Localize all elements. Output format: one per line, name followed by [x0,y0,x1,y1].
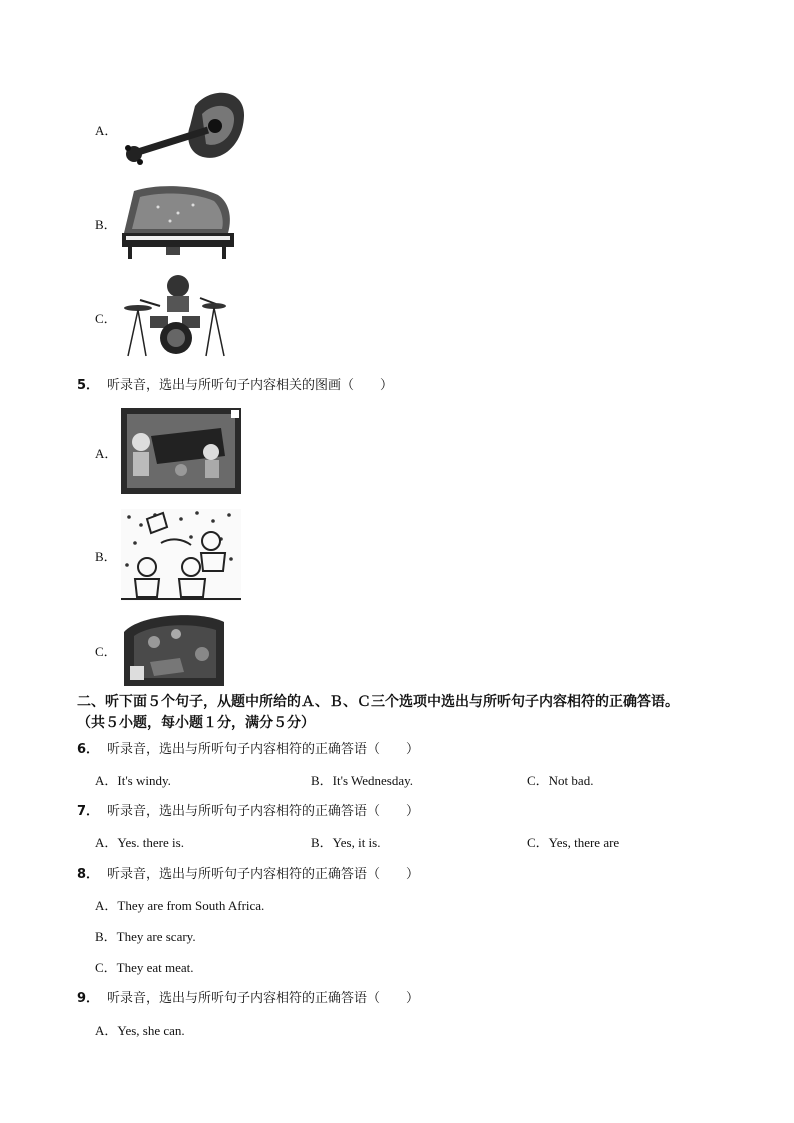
q5-option-c-label[interactable]: C． [95,644,117,659]
q7-option-c[interactable]: C．Yes, there are [527,835,620,850]
q5-prompt [77,374,393,393]
q5-number: 5． [77,378,100,393]
section-2-heading: 二、听下面５个句子，从题中所给的Ａ、Ｂ、Ｃ三个选项中选出与所听句子内容相符的正确答语。 [77,694,679,710]
q6-number: 6． [77,742,100,757]
q8-option-a[interactable]: A．They are from South Africa. [95,898,265,913]
q7-text: 听录音，选出与所听句子内容相符的正确答语（ ） [107,804,420,819]
q6-prompt [77,738,419,757]
drums-image [120,272,228,358]
q4-option-c-label[interactable]: C． [95,311,117,326]
guitar-image [120,86,250,166]
q5-option-a-label[interactable]: A． [95,446,118,461]
q8-option-c[interactable]: C．They eat meat. [95,960,194,975]
section-2-subheading: （共５小题，每小题１分，满分５分） [77,715,315,731]
q8-text: 听录音，选出与所听句子内容相符的正确答语（ ） [107,867,420,882]
piano-image [118,183,236,261]
q9-text: 听录音，选出与所听句子内容相符的正确答语（ ） [107,991,420,1006]
q7-option-b[interactable]: B．Yes, it is. [311,835,381,850]
q9-prompt [77,987,419,1006]
q4-option-a-label[interactable]: A． [95,123,118,138]
q8-option-b[interactable]: B．They are scary. [95,929,196,944]
q7-number: 7． [77,804,100,819]
night-scene-image [120,612,228,686]
rainy-children-image [121,509,241,601]
q5-option-b-label[interactable]: B． [95,549,117,564]
q5-text: 听录音，选出与所听句子内容相关的图画（ ） [107,378,394,393]
q7-option-a[interactable]: A．Yes. there is. [95,835,184,850]
q8-number: 8． [77,867,100,882]
q6-option-c[interactable]: C．Not bad. [527,773,594,788]
q4-option-b-label[interactable]: B． [95,217,117,232]
q6-option-b[interactable]: B．It's Wednesday. [311,773,414,788]
q7-prompt [77,800,419,819]
q8-prompt [77,863,419,882]
sunny-park-image [121,408,241,494]
q9-number: 9． [77,991,100,1006]
q6-option-a[interactable]: A．It's windy. [95,773,171,788]
q6-text: 听录音，选出与所听句子内容相符的正确答语（ ） [107,742,420,757]
q9-option-a[interactable]: A．Yes, she can. [95,1023,185,1038]
